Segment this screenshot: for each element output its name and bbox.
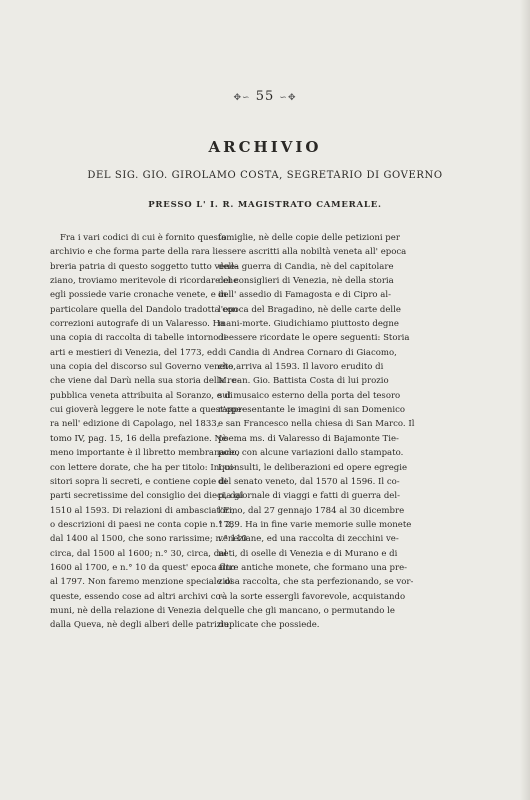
- text-line: parti secretissime del consiglio dei dieci, dal: [50, 491, 244, 502]
- text-line: tomo IV, pag. 15, 16 della prefazione. Nè: [50, 433, 228, 444]
- text-line: Fra i vari codici di cui è fornito questo: [60, 233, 227, 243]
- text-line: dell' assedio di Famagosta e di Cipro al-: [218, 290, 391, 301]
- text-line: egli possiede varie cronache venete, e in: [50, 290, 227, 301]
- section-title: ARCHIVIO: [208, 138, 322, 156]
- text-column-right: [218, 231, 415, 633]
- text-line: sul musaico esterno della porta del tesoro: [218, 390, 401, 401]
- text-line: una copia del discorso sul Governo veneto,: [50, 362, 237, 373]
- text-line: 1510 al 1593. Di relazioni di ambasciatori,: [50, 505, 235, 516]
- text-line: quelle che gli mancano, o permutando le: [218, 605, 395, 616]
- text-line: pubblica veneta attribuita al Soranzo, e di: [50, 390, 233, 401]
- text-column-left: [50, 231, 247, 633]
- text-line: queste, essendo cose ad altri archivi co-: [50, 591, 224, 602]
- text-line: breria patria di questo soggetto tutto vene-: [50, 261, 238, 272]
- text-line: archivio e che forma parte della rara li-: [50, 247, 221, 258]
- text-line: essere ascritti alla nobiltà veneta all' epoca: [218, 247, 407, 258]
- text-line: circa, dal 1500 al 1600; n.° 30, circa, dal: [50, 548, 228, 559]
- text-line: che viene dal Darù nella sua storia della re-: [50, 376, 240, 387]
- ornament-left-icon: ✥∽: [233, 93, 251, 103]
- text-line: dalla Queva, nè degli alberi delle patrizie: [50, 620, 230, 631]
- text-line: famiglie, nè delle copie delle petizioni per: [218, 233, 400, 243]
- text-line: correzioni autografe di un Valaresso. Ha: [50, 319, 226, 330]
- text-line: ra nell' edizione di Capolago, nel 1833,: [50, 419, 220, 430]
- text-line: rà la sorte essergli favorevole, acquistando: [218, 591, 406, 602]
- text-line: del senato veneto, dal 1570 al 1596. Il co-: [218, 476, 400, 487]
- page-number-value: 55: [255, 89, 275, 104]
- text-line: polo, con alcune variazioni dallo stampato.: [218, 448, 404, 459]
- text-line: particolare quella del Dandolo tradotta con: [50, 304, 238, 315]
- section-subtitle-secondary: PRESSO L' I. R. MAGISTRATO CAMERALE.: [148, 200, 382, 210]
- text-line: della guerra di Candia, nè del capitolare: [218, 261, 394, 272]
- text-line: al 1797. Non faremo menzione speciale di: [50, 577, 233, 588]
- page-number: [0, 89, 530, 104]
- text-line: o descrizioni di paesi ne conta copie n.° 2,: [50, 519, 234, 530]
- page-edge-shadow: [520, 0, 530, 800]
- text-line: cui gioverà leggere le note fatte a quest'ope-: [50, 405, 245, 416]
- text-line: l'epoca del Bragadino, nè delle carte delle: [218, 304, 401, 315]
- text-line: di essere ricordate le opere seguenti: Storia: [218, 333, 410, 344]
- text-line: mani-morte. Giudichiamo piuttosto degne: [218, 319, 399, 330]
- text-line: l'Emo, dal 27 gennajo 1784 al 30 dicembre: [218, 505, 405, 516]
- text-line: di Candia di Andrea Cornaro di Giacomo,: [218, 347, 397, 358]
- text-line: dei consiglieri di Venezia, nè della storia: [218, 276, 394, 287]
- text-line: M. can. Gio. Battista Costa di lui prozio: [218, 376, 389, 387]
- text-line: I consulti, le deliberazioni ed opere egregie: [218, 462, 408, 473]
- text-line: pia giornale di viaggi e fatti di guerra del-: [218, 491, 400, 502]
- text-line: una copia di raccolta di tabelle intorno le: [50, 333, 229, 344]
- text-line: veneziane, ed una raccolta di zecchini ve-: [218, 534, 399, 545]
- text-line: muni, nè della relazione di Venezia del: [50, 605, 218, 616]
- text-line: arti e mestieri di Venezia, del 1773, ed: [50, 347, 218, 358]
- text-line: sitori sopra li secreti, e contiene copie di: [50, 476, 228, 487]
- text-line: che arriva al 1593. Il lavoro erudito di: [218, 362, 384, 373]
- text-line: 1789. Ha in fine varie memorie sulle monete: [218, 519, 412, 530]
- text-line: ziosa raccolta, che sta perfezionando, se vor-: [218, 577, 414, 588]
- text-line: e san Francesco nella chiesa di San Marco. Il: [218, 419, 415, 430]
- text-line: 1600 al 1700, e n.° 10 da quest' epoca fino: [50, 562, 236, 573]
- text-line: dal 1400 al 1500, che sono rarissime; n.° 110: [50, 534, 247, 545]
- text-line: duplicate che possiede.: [218, 620, 320, 631]
- ornament-right-icon: ∽✥: [279, 93, 297, 103]
- text-line: meno importante è il libretto membranaceo: [50, 448, 240, 459]
- text-line: rappresentante le imagini di san Domenico: [218, 405, 406, 416]
- text-line: con lettere dorate, che ha per titolo: Inqui-: [50, 462, 236, 473]
- text-line: poema ms. di Valaresso di Bajamonte Tie-: [218, 433, 399, 444]
- text-line: ziano, troviamo meritevole di ricordare che: [50, 276, 239, 287]
- section-subtitle: DEL SIG. GIO. GIROLAMO COSTA, SEGRETARIO DI GOVERNO: [87, 170, 443, 181]
- text-line: neti, di oselle di Venezia e di Murano e di: [218, 548, 398, 559]
- text-line: altre antiche monete, che formano una pre-: [218, 562, 408, 573]
